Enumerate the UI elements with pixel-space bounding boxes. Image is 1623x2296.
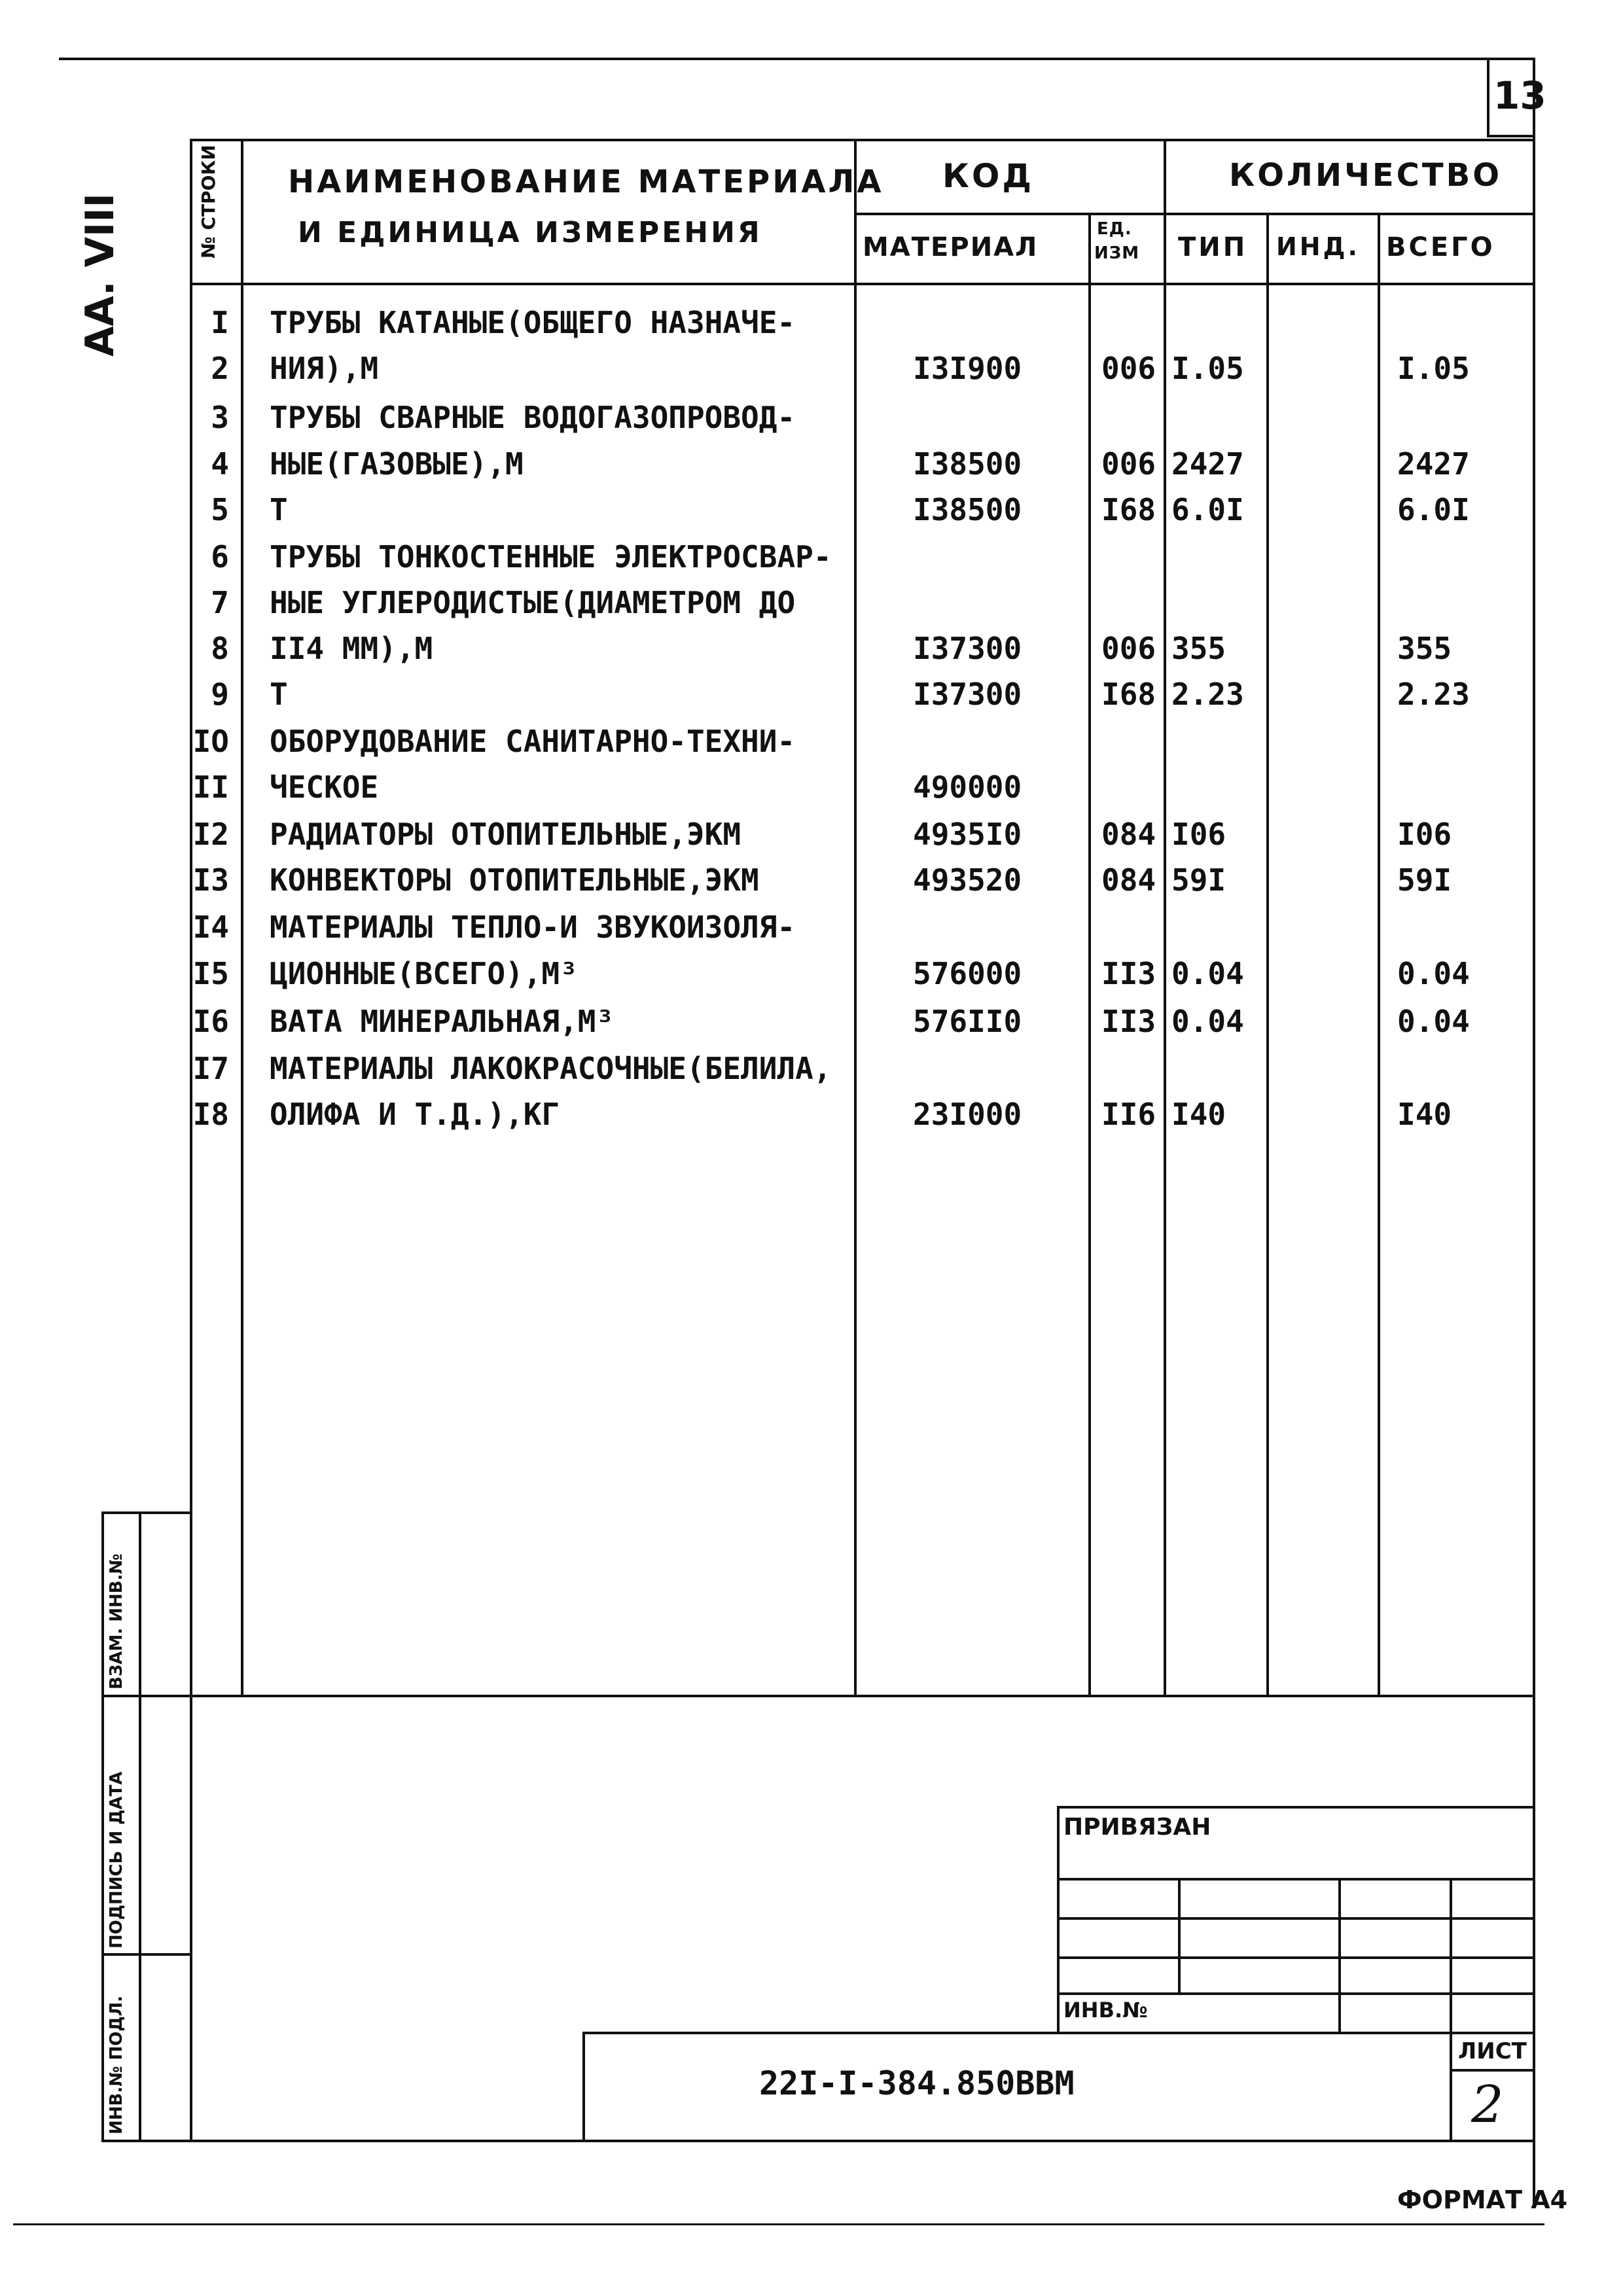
- side-stamp-divider-1: [101, 1695, 191, 1697]
- row-total: I40: [1397, 1097, 1452, 1132]
- row-unit: 084: [1101, 862, 1156, 898]
- row-number: I4: [192, 910, 229, 945]
- sheet-number-box-left: [1487, 58, 1489, 136]
- row-unit: II3: [1101, 956, 1156, 991]
- row-number: I7: [192, 1051, 229, 1086]
- stamp-sign-date: ПОДПИСЬ И ДАТА: [107, 1771, 126, 1949]
- header-name-line1: НАИМЕНОВАНИЕ МАТЕРИАЛА: [288, 164, 884, 200]
- row-total: 2.23: [1397, 677, 1470, 712]
- row-code: I37300: [913, 631, 1022, 666]
- row-type: 6.0I: [1171, 492, 1244, 527]
- row-number: I8: [192, 1097, 229, 1132]
- row-unit: II6: [1101, 1097, 1156, 1132]
- row-number: IO: [192, 724, 229, 759]
- row-number: 4: [211, 446, 229, 482]
- sheet-value: 2: [1471, 2075, 1504, 2134]
- header-unit-line1: ЕД.: [1097, 219, 1132, 239]
- header-subline: [854, 213, 1533, 215]
- header-unit-line2: ИЗМ: [1094, 243, 1140, 263]
- row-name: ТРУБЫ СВАРНЫЕ ВОДОГАЗОПРОВОД-: [270, 400, 796, 435]
- row-total: 6.0I: [1397, 492, 1470, 527]
- doc-code-left: [582, 2032, 585, 2140]
- row-number: II: [192, 769, 229, 805]
- row-name: ОБОРУДОВАНИЕ САНИТАРНО-ТЕХНИ-: [270, 724, 796, 759]
- row-number: I: [211, 305, 229, 340]
- row-name: II4 ММ),М: [270, 631, 433, 666]
- bottom-rule: [13, 2223, 1544, 2225]
- row-type: I.05: [1171, 351, 1244, 386]
- doc-code-top: [582, 2032, 1533, 2034]
- right-border: [1533, 58, 1535, 2204]
- row-total: 355: [1397, 631, 1452, 666]
- row-type: 0.04: [1171, 1004, 1244, 1039]
- linked-grid-line-1: [1057, 1878, 1533, 1881]
- row-code: I3I900: [913, 351, 1022, 386]
- header-quantity: КОЛИЧЕСТВО: [1229, 157, 1503, 194]
- header-bottom-line: [190, 283, 1533, 285]
- row-total: 2427: [1397, 446, 1470, 482]
- row-unit: 006: [1101, 446, 1156, 482]
- row-number: I6: [192, 1004, 229, 1039]
- row-name: ЦИОННЫЕ(ВСЕГО),М³: [270, 956, 578, 991]
- table-left-line: [190, 139, 192, 2141]
- row-type: I06: [1171, 817, 1226, 852]
- row-total: 0.04: [1397, 1004, 1470, 1039]
- side-stamp-inner-line: [139, 1511, 141, 2140]
- row-name: КОНВЕКТОРЫ ОТОПИТЕЛЬНЫЕ,ЭКМ: [270, 862, 759, 898]
- row-code: 490000: [913, 769, 1022, 805]
- row-type: 2427: [1171, 446, 1244, 482]
- title-block-bottom: [190, 2140, 1533, 2142]
- row-name: ОЛИФА И Т.Д.),КГ: [270, 1097, 560, 1132]
- col-code-right: [1088, 213, 1091, 1696]
- header-name-line2: И ЕДИНИЦА ИЗМЕРЕНИЯ: [298, 216, 762, 249]
- col-unit-right: [1164, 139, 1166, 1696]
- row-name: ТРУБЫ КАТАНЫЕ(ОБЩЕГО НАЗНАЧЕ-: [270, 305, 796, 340]
- row-name: НИЯ),М: [270, 351, 379, 386]
- linked-grid-line-4: [1057, 1992, 1533, 1995]
- header-row-number: № СТРОКИ: [198, 145, 219, 258]
- side-stamp-divider-2: [101, 1953, 191, 1956]
- row-number: 7: [211, 585, 229, 620]
- header-qty-ind: ИНД.: [1276, 232, 1360, 261]
- row-type: 2.23: [1171, 677, 1244, 712]
- row-unit: 084: [1101, 817, 1156, 852]
- row-number: I3: [192, 862, 229, 898]
- row-name: НЫЕ(ГАЗОВЫЕ),М: [270, 446, 524, 482]
- row-type: 59I: [1171, 862, 1226, 898]
- row-number: 5: [211, 492, 229, 527]
- row-number: 3: [211, 400, 229, 435]
- top-border: [59, 58, 1535, 60]
- linked-grid-col-1: [1178, 1878, 1181, 1992]
- row-code: 493520: [913, 862, 1022, 898]
- row-name: РАДИАТОРЫ ОТОПИТЕЛЬНЫЕ,ЭКМ: [270, 817, 741, 852]
- row-type: I40: [1171, 1097, 1226, 1132]
- row-code: 23I000: [913, 1097, 1022, 1132]
- row-type: 0.04: [1171, 956, 1244, 991]
- row-number: 2: [211, 351, 229, 386]
- linked-grid-col-2: [1338, 1878, 1341, 2032]
- col-type-right: [1266, 213, 1269, 1696]
- row-unit: 006: [1101, 631, 1156, 666]
- row-name: НЫЕ УГЛЕРОДИСТЫЕ(ДИАМЕТРОМ ДО: [270, 585, 796, 620]
- row-number: I5: [192, 956, 229, 991]
- sheet-number-box-bottom: [1487, 135, 1534, 137]
- header-code: КОД: [942, 157, 1034, 195]
- col-name-right: [854, 139, 857, 1696]
- row-name: Т: [270, 492, 288, 527]
- row-code: I38500: [913, 446, 1022, 482]
- col-rownum-right: [241, 139, 243, 1696]
- row-unit: I68: [1101, 677, 1156, 712]
- document-code: 22I-I-384.850ВВМ: [759, 2064, 1075, 2102]
- row-unit: 006: [1101, 351, 1156, 386]
- header-qty-type: ТИП: [1178, 232, 1248, 262]
- album-mark: АА. VIII: [77, 193, 123, 357]
- row-code: I38500: [913, 492, 1022, 527]
- sheet-number-top: 13: [1493, 73, 1546, 118]
- row-code: 4935I0: [913, 817, 1022, 852]
- linked-grid-line-2: [1057, 1917, 1533, 1920]
- row-total: I06: [1397, 817, 1452, 852]
- row-type: 355: [1171, 631, 1226, 666]
- row-name: ЧЕСКОЕ: [270, 769, 379, 805]
- side-stamp-bottom: [101, 2140, 191, 2142]
- col-ind-right: [1378, 213, 1380, 1696]
- row-name: МАТЕРИАЛЫ ТЕПЛО-И ЗВУКОИЗОЛЯ-: [270, 910, 796, 945]
- header-qty-total: ВСЕГО: [1386, 232, 1495, 262]
- stamp-replaced-inv: ВЗАМ. ИНВ.№: [107, 1553, 126, 1689]
- row-name: ТРУБЫ ТОНКОСТЕННЫЕ ЭЛЕКТРОСВАР-: [270, 539, 832, 574]
- linked-grid-top: [1057, 1806, 1533, 1809]
- stamp-inv-orig: ИНВ.№ ПОДЛ.: [107, 1995, 126, 2134]
- row-total: I.05: [1397, 351, 1470, 386]
- row-number: 8: [211, 631, 229, 666]
- sheet-box-left: [1450, 2032, 1452, 2140]
- row-code: 576II0: [913, 1004, 1022, 1039]
- linked-grid-line-3: [1057, 1956, 1533, 1959]
- row-unit: I68: [1101, 492, 1156, 527]
- format-label: ФОРМАТ А4: [1397, 2185, 1568, 2214]
- header-code-material: МАТЕРИАЛ: [863, 232, 1039, 262]
- row-code: 576000: [913, 956, 1022, 991]
- row-code: I37300: [913, 677, 1022, 712]
- row-number: 6: [211, 539, 229, 574]
- linked-label: ПРИВЯЗАН: [1063, 1814, 1211, 1841]
- row-name: МАТЕРИАЛЫ ЛАКОКРАСОЧНЫЕ(БЕЛИЛА,: [270, 1051, 832, 1086]
- linked-grid-col-3: [1450, 1878, 1452, 2032]
- row-name: ВАТА МИНЕРАЛЬНАЯ,М³: [270, 1004, 615, 1039]
- sheet-box-divider: [1450, 2069, 1533, 2072]
- row-number: 9: [211, 677, 229, 712]
- table-top-line: [190, 139, 1533, 141]
- row-name: Т: [270, 677, 288, 712]
- side-stamp-outer-left: [101, 1511, 104, 2140]
- sheet-label: ЛИСТ: [1458, 2038, 1527, 2064]
- side-stamp-top: [101, 1511, 191, 1514]
- row-total: 59I: [1397, 862, 1452, 898]
- row-number: I2: [192, 817, 229, 852]
- inv-no-label: ИНВ.№: [1063, 1998, 1148, 2022]
- row-total: 0.04: [1397, 956, 1470, 991]
- row-unit: II3: [1101, 1004, 1156, 1039]
- table-body-bottom-line: [190, 1695, 1533, 1697]
